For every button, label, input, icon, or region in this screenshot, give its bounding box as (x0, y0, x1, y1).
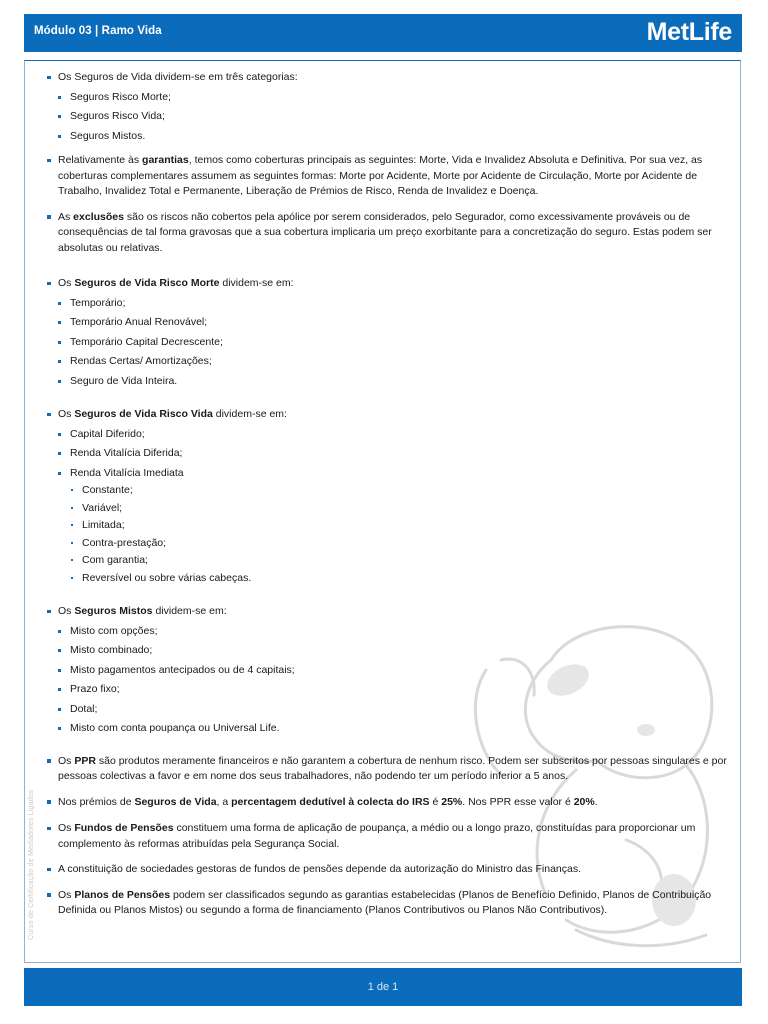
sub-list-item: Constante; (45, 483, 735, 499)
list-item: Misto com conta poupança ou Universal Life. (45, 721, 735, 737)
paragraph-risco-morte: Os Seguros de Vida Risco Morte dividem-se em: (45, 276, 735, 292)
list-item: Prazo fixo; (45, 682, 735, 698)
page-indicator: 1 de 1 (367, 981, 399, 993)
list-item: Misto com opções; (45, 624, 735, 640)
list-item: Temporário Anual Renovável; (45, 315, 735, 331)
list-item: Temporário Capital Decrescente; (45, 335, 735, 351)
list-item: Seguros Risco Morte; (45, 90, 735, 106)
sub-list-item: Reversível ou sobre várias cabeças. (45, 571, 735, 587)
list-item: Temporário; (45, 296, 735, 312)
paragraph-planos: Os Planos de Pensões podem ser classificados segundo as garantias estabelecidas (Planos de Benefício Definido, Planos de Contribuição Definida ou Planos Mistos) ou segundo a forma de financiamento (Planos Contributivos ou Planos Não Contributivos). (45, 888, 735, 919)
sub-list-item: Contra-prestação; (45, 536, 735, 552)
sub-list-item: Com garantia; (45, 553, 735, 569)
sub-list-item: Variável; (45, 501, 735, 517)
header-bar (24, 14, 742, 52)
paragraph-categorias: Os Seguros de Vida dividem-se em três categorias: (45, 70, 735, 86)
paragraph-garantias: Relativamente às garantias, temos como coberturas principais as seguintes: Morte, Vida e Invalidez Absoluta e Definitiva. Por sua vez, as coberturas complementares assumem as seguintes formas: Morte por Acidente, Morte por Acidente de Circulação, Morte por Acidente de Trabalho, Invalidez Total e Permanente, Liberação de Prémios de Risco, Renda de Invalidez e Doença. (45, 153, 735, 200)
paragraph-exclusoes: As exclusões são os riscos não cobertos pela apólice por serem considerados, pelo Segurador, como excessivamente prováveis ou de consequências de tal forma gravosas que a sua cobertura implicaria um preço exorbitante para a concretização do seguro. Estas podem ser absolutas ou relativas. (45, 210, 735, 257)
side-caption: Curso de Certificação de Mediadores Ligados (28, 789, 35, 940)
list-item: Renda Vitalícia Diferida; (45, 446, 735, 462)
paragraph-risco-vida: Os Seguros de Vida Risco Vida dividem-se em: (45, 407, 735, 423)
list-item: Dotal; (45, 702, 735, 718)
document-body (45, 70, 735, 919)
sub-list-item: Limitada; (45, 518, 735, 534)
list-item: Seguro de Vida Inteira. (45, 374, 735, 390)
module-title: Módulo 03 | Ramo Vida (34, 25, 162, 37)
list-item: Renda Vitalícia Imediata (45, 466, 735, 482)
paragraph-fundos: Os Fundos de Pensões constituem uma forma de aplicação de poupança, a médio ou a longo prazo, constituídas para proporcionar um complemento às reformas atribuídas pela Segurança Social. (45, 821, 735, 852)
footer-bar (24, 968, 742, 1006)
list-item: Seguros Risco Vida; (45, 109, 735, 125)
list-item: Seguros Mistos. (45, 129, 735, 145)
list-item: Capital Diferido; (45, 427, 735, 443)
paragraph-premios: Nos prémios de Seguros de Vida, a percentagem dedutível à colecta do IRS é 25%. Nos PPR esse valor é 20%. (45, 795, 735, 811)
metlife-logo: MetLife (646, 18, 732, 46)
list-item: Rendas Certas/ Amortizações; (45, 354, 735, 370)
list-item: Misto combinado; (45, 643, 735, 659)
paragraph-sociedades: A constituição de sociedades gestoras de fundos de pensões depende da autorização do Ministro das Finanças. (45, 862, 735, 878)
paragraph-mistos: Os Seguros Mistos dividem-se em: (45, 604, 735, 620)
paragraph-ppr: Os PPR são produtos meramente financeiros e não garantem a cobertura de nenhum risco. Podem ser subscritos por pessoas singulares e por pessoas colectivas a favor e em nome dos seus trabalhadores, não podendo ter um período inferior a 5 anos. (45, 754, 735, 785)
list-item: Misto pagamentos antecipados ou de 4 capitais; (45, 663, 735, 679)
